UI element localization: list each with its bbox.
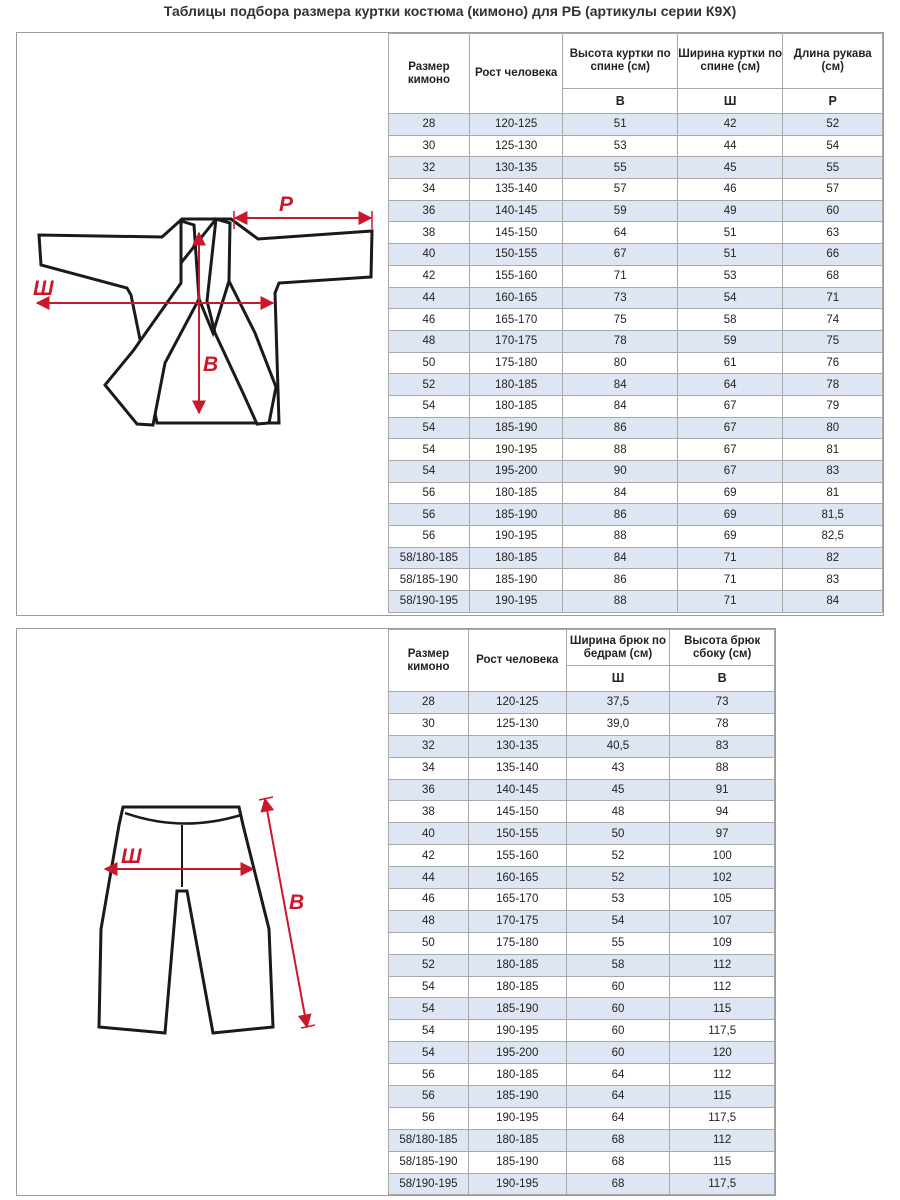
table-cell: 54: [389, 461, 470, 483]
table-row: [389, 998, 775, 1020]
table-cell: 190-195: [469, 526, 563, 548]
table-cell: 58/190-195: [389, 591, 470, 613]
table-cell: 190-195: [469, 439, 563, 461]
table-cell: 71: [677, 547, 783, 569]
table-cell: 160-165: [469, 287, 563, 309]
table-cell: 58: [677, 309, 783, 331]
jacket-size-table: [388, 33, 883, 613]
table-cell: 117,5: [670, 1107, 775, 1129]
table-row: [389, 1020, 775, 1042]
table-cell: 86: [563, 417, 677, 439]
table-cell: 56: [389, 526, 470, 548]
pants-size-table: [388, 629, 775, 1195]
table-cell: 42: [677, 114, 783, 136]
table-cell: 58/185-190: [389, 1151, 469, 1173]
table-cell: 60: [566, 1020, 670, 1042]
table-cell: 67: [677, 439, 783, 461]
table-cell: 52: [389, 374, 470, 396]
table-cell: 130-135: [468, 735, 566, 757]
table-row: [389, 114, 883, 136]
table-cell: 120-125: [469, 114, 563, 136]
table-cell: 48: [566, 801, 670, 823]
table-cell: 185-190: [469, 417, 563, 439]
table-row: [389, 287, 883, 309]
table-cell: 69: [677, 526, 783, 548]
table-cell: 81,5: [783, 504, 883, 526]
table-cell: 57: [783, 179, 883, 201]
table-row: [389, 1086, 775, 1108]
table-row: [389, 845, 775, 867]
table-cell: 59: [563, 200, 677, 222]
table-row: [389, 591, 883, 613]
table-row: [389, 692, 775, 714]
table-cell: 84: [563, 374, 677, 396]
table-cell: 39,0: [566, 713, 670, 735]
table-cell: 145-150: [468, 801, 566, 823]
table-row: [389, 374, 883, 396]
table-cell: 88: [670, 757, 775, 779]
table-cell: 51: [677, 222, 783, 244]
table-row: [389, 910, 775, 932]
table-cell: 107: [670, 910, 775, 932]
table-cell: 81: [783, 482, 883, 504]
table-cell: 125-130: [469, 135, 563, 157]
table-row: [389, 352, 883, 374]
table-cell: 55: [783, 157, 883, 179]
table-cell: 55: [563, 157, 677, 179]
table-cell: 86: [563, 569, 677, 591]
table-row: [389, 757, 775, 779]
table-cell: 180-185: [468, 954, 566, 976]
table-cell: 175-180: [469, 352, 563, 374]
table-cell: 42: [389, 265, 470, 287]
table-row: [389, 1042, 775, 1064]
jacket-sleeve-label: Р: [279, 193, 294, 216]
letter-back-width: Ш: [677, 89, 783, 114]
table-cell: 185-190: [469, 504, 563, 526]
table-cell: 165-170: [469, 309, 563, 331]
table-cell: 180-185: [468, 1064, 566, 1086]
pants-section: [16, 628, 776, 1196]
table-cell: 36: [389, 200, 470, 222]
table-cell: 82: [783, 547, 883, 569]
table-cell: 68: [783, 265, 883, 287]
table-cell: 84: [783, 591, 883, 613]
table-cell: 64: [566, 1107, 670, 1129]
table-row: [389, 823, 775, 845]
table-cell: 64: [566, 1086, 670, 1108]
table-cell: 64: [563, 222, 677, 244]
table-cell: 67: [677, 461, 783, 483]
table-row: [389, 461, 883, 483]
table-cell: 44: [389, 287, 470, 309]
table-cell: 180-185: [468, 976, 566, 998]
table-cell: 115: [670, 1151, 775, 1173]
pants-height-label: В: [289, 891, 305, 914]
table-row: [389, 1173, 775, 1195]
table-cell: 52: [566, 867, 670, 889]
table-cell: 112: [670, 1064, 775, 1086]
table-cell: 53: [563, 135, 677, 157]
table-cell: 112: [670, 954, 775, 976]
table-cell: 175-180: [468, 932, 566, 954]
table-cell: 50: [389, 932, 469, 954]
table-cell: 67: [677, 417, 783, 439]
header-side-height: Высота брюк сбоку (см): [670, 630, 775, 666]
table-cell: 79: [783, 395, 883, 417]
table-row: [389, 135, 883, 157]
table-row: [389, 1064, 775, 1086]
table-row: [389, 244, 883, 266]
table-row: [389, 1151, 775, 1173]
table-cell: 170-175: [469, 330, 563, 352]
jacket-section: [16, 32, 884, 616]
table-cell: 195-200: [469, 461, 563, 483]
table-row: [389, 417, 883, 439]
table-cell: 180-185: [468, 1129, 566, 1151]
page-title: Таблицы подбора размера куртки костюма (кимоно) для РБ (артикулы серии К9Х): [163, 3, 737, 19]
table-cell: 190-195: [468, 1020, 566, 1042]
table-cell: 54: [389, 439, 470, 461]
table-cell: 58/180-185: [389, 1129, 469, 1151]
table-cell: 32: [389, 157, 470, 179]
table-cell: 32: [389, 735, 469, 757]
table-cell: 117,5: [670, 1173, 775, 1195]
table-cell: 63: [783, 222, 883, 244]
table-cell: 58/180-185: [389, 547, 470, 569]
table-cell: 74: [783, 309, 883, 331]
header-height: Рост человека: [469, 34, 563, 114]
letter-sleeve: Р: [783, 89, 883, 114]
table-cell: 130-135: [469, 157, 563, 179]
table-cell: 145-150: [469, 222, 563, 244]
table-cell: 53: [566, 889, 670, 911]
table-cell: 38: [389, 801, 469, 823]
table-cell: 80: [783, 417, 883, 439]
table-row: [389, 867, 775, 889]
table-cell: 117,5: [670, 1020, 775, 1042]
table-row: [389, 889, 775, 911]
table-row: [389, 222, 883, 244]
table-cell: 53: [677, 265, 783, 287]
table-cell: 48: [389, 910, 469, 932]
table-row: [389, 439, 883, 461]
table-cell: 88: [563, 526, 677, 548]
table-cell: 190-195: [468, 1107, 566, 1129]
table-row: [389, 954, 775, 976]
table-row: [389, 569, 883, 591]
table-row: [389, 482, 883, 504]
table-cell: 66: [783, 244, 883, 266]
table-cell: 180-185: [469, 374, 563, 396]
table-cell: 94: [670, 801, 775, 823]
table-cell: 60: [566, 998, 670, 1020]
table-cell: 50: [389, 352, 470, 374]
table-cell: 34: [389, 179, 470, 201]
letter-hip-width: Ш: [566, 666, 670, 692]
table-cell: 112: [670, 976, 775, 998]
jacket-sleeve-arrow: [234, 211, 372, 229]
table-cell: 64: [566, 1064, 670, 1086]
table-cell: 57: [563, 179, 677, 201]
table-cell: 97: [670, 823, 775, 845]
table-cell: 43: [566, 757, 670, 779]
table-row: [389, 801, 775, 823]
table-cell: 102: [670, 867, 775, 889]
table-cell: 30: [389, 713, 469, 735]
table-cell: 195-200: [468, 1042, 566, 1064]
table-cell: 190-195: [469, 591, 563, 613]
table-cell: 135-140: [468, 757, 566, 779]
table-cell: 185-190: [468, 1151, 566, 1173]
table-cell: 58/185-190: [389, 569, 470, 591]
jacket-table-body: [389, 114, 883, 613]
table-cell: 76: [783, 352, 883, 374]
table-row: [389, 330, 883, 352]
table-cell: 56: [389, 1107, 469, 1129]
table-cell: 46: [389, 889, 469, 911]
table-cell: 45: [677, 157, 783, 179]
table-cell: 56: [389, 1064, 469, 1086]
table-row: [389, 779, 775, 801]
jacket-height-label: В: [203, 353, 219, 376]
table-cell: 180-185: [469, 395, 563, 417]
table-cell: 52: [783, 114, 883, 136]
table-cell: 51: [563, 114, 677, 136]
table-cell: 67: [563, 244, 677, 266]
table-cell: 68: [566, 1151, 670, 1173]
table-cell: 58: [566, 954, 670, 976]
table-row: [389, 179, 883, 201]
header-size: Размер кимоно: [389, 630, 469, 692]
table-cell: 180-185: [469, 547, 563, 569]
header-hip-width: Ширина брюк по бедрам (см): [566, 630, 670, 666]
table-cell: 83: [783, 461, 883, 483]
table-cell: 100: [670, 845, 775, 867]
table-cell: 165-170: [468, 889, 566, 911]
table-row: [389, 504, 883, 526]
table-cell: 170-175: [468, 910, 566, 932]
table-cell: 81: [783, 439, 883, 461]
table-cell: 135-140: [469, 179, 563, 201]
table-cell: 115: [670, 1086, 775, 1108]
table-cell: 90: [563, 461, 677, 483]
table-cell: 150-155: [468, 823, 566, 845]
table-cell: 78: [670, 713, 775, 735]
letter-side-height: В: [670, 666, 775, 692]
header-sleeve: Длина рукава (см): [783, 34, 883, 89]
table-cell: 83: [783, 569, 883, 591]
table-row: [389, 200, 883, 222]
header-size: Размер кимоно: [389, 34, 470, 114]
table-cell: 61: [677, 352, 783, 374]
table-cell: 80: [563, 352, 677, 374]
table-row: [389, 735, 775, 757]
table-cell: 46: [389, 309, 470, 331]
table-cell: 82,5: [783, 526, 883, 548]
table-cell: 88: [563, 591, 677, 613]
table-cell: 40: [389, 823, 469, 845]
table-cell: 190-195: [468, 1173, 566, 1195]
table-cell: 91: [670, 779, 775, 801]
table-cell: 54: [389, 1020, 469, 1042]
header-back-width: Ширина куртки по спине (см): [677, 34, 783, 89]
table-row: [389, 265, 883, 287]
pants-diagram: [17, 629, 388, 1195]
table-row: [389, 395, 883, 417]
table-cell: 46: [677, 179, 783, 201]
table-cell: 75: [563, 309, 677, 331]
table-cell: 56: [389, 504, 470, 526]
table-cell: 120: [670, 1042, 775, 1064]
table-cell: 51: [677, 244, 783, 266]
table-cell: 71: [563, 265, 677, 287]
table-cell: 84: [563, 482, 677, 504]
table-cell: 83: [670, 735, 775, 757]
table-row: [389, 526, 883, 548]
table-row: [389, 1107, 775, 1129]
table-cell: 84: [563, 547, 677, 569]
table-cell: 105: [670, 889, 775, 911]
table-cell: 60: [566, 1042, 670, 1064]
table-cell: 71: [677, 591, 783, 613]
table-cell: 54: [389, 976, 469, 998]
table-cell: 155-160: [468, 845, 566, 867]
table-cell: 40: [389, 244, 470, 266]
table-cell: 125-130: [468, 713, 566, 735]
table-cell: 37,5: [566, 692, 670, 714]
table-cell: 44: [677, 135, 783, 157]
table-cell: 45: [566, 779, 670, 801]
pants-width-label: Ш: [121, 845, 142, 868]
table-cell: 160-165: [468, 867, 566, 889]
table-cell: 54: [389, 417, 470, 439]
table-row: [389, 976, 775, 998]
table-cell: 140-145: [469, 200, 563, 222]
table-cell: 54: [677, 287, 783, 309]
table-cell: 54: [389, 395, 470, 417]
table-cell: 109: [670, 932, 775, 954]
table-row: [389, 1129, 775, 1151]
table-cell: 155-160: [469, 265, 563, 287]
table-cell: 180-185: [469, 482, 563, 504]
table-cell: 73: [563, 287, 677, 309]
table-cell: 185-190: [469, 569, 563, 591]
table-cell: 120-125: [468, 692, 566, 714]
table-cell: 115: [670, 998, 775, 1020]
table-cell: 185-190: [468, 1086, 566, 1108]
table-cell: 48: [389, 330, 470, 352]
table-cell: 140-145: [468, 779, 566, 801]
table-cell: 28: [389, 692, 469, 714]
table-cell: 67: [677, 395, 783, 417]
table-cell: 75: [783, 330, 883, 352]
table-cell: 69: [677, 482, 783, 504]
letter-back-height: В: [563, 89, 677, 114]
table-cell: 112: [670, 1129, 775, 1151]
header-back-height: Высота куртки по спине (см): [563, 34, 677, 89]
table-cell: 40,5: [566, 735, 670, 757]
table-cell: 34: [389, 757, 469, 779]
table-cell: 52: [389, 954, 469, 976]
table-cell: 78: [783, 374, 883, 396]
table-cell: 56: [389, 482, 470, 504]
table-cell: 69: [677, 504, 783, 526]
table-cell: 78: [563, 330, 677, 352]
header-height: Рост человека: [468, 630, 566, 692]
table-cell: 38: [389, 222, 470, 244]
table-cell: 42: [389, 845, 469, 867]
table-cell: 56: [389, 1086, 469, 1108]
table-cell: 84: [563, 395, 677, 417]
jacket-diagram: [17, 33, 388, 615]
table-cell: 68: [566, 1129, 670, 1151]
jacket-outline: [39, 219, 372, 425]
table-cell: 54: [389, 998, 469, 1020]
table-cell: 71: [677, 569, 783, 591]
table-cell: 58/190-195: [389, 1173, 469, 1195]
table-cell: 54: [566, 910, 670, 932]
table-cell: 55: [566, 932, 670, 954]
table-row: [389, 547, 883, 569]
pants-outline: [99, 807, 273, 1033]
table-cell: 50: [566, 823, 670, 845]
table-cell: 30: [389, 135, 470, 157]
table-cell: 88: [563, 439, 677, 461]
table-row: [389, 932, 775, 954]
table-cell: 44: [389, 867, 469, 889]
table-cell: 49: [677, 200, 783, 222]
pants-table-body: [389, 692, 775, 1195]
table-cell: 73: [670, 692, 775, 714]
table-cell: 86: [563, 504, 677, 526]
jacket-width-label: Ш: [33, 277, 54, 300]
table-cell: 150-155: [469, 244, 563, 266]
table-row: [389, 713, 775, 735]
table-cell: 60: [566, 976, 670, 998]
table-cell: 54: [783, 135, 883, 157]
table-cell: 36: [389, 779, 469, 801]
table-row: [389, 309, 883, 331]
table-cell: 60: [783, 200, 883, 222]
table-cell: 59: [677, 330, 783, 352]
table-cell: 52: [566, 845, 670, 867]
table-cell: 71: [783, 287, 883, 309]
table-cell: 185-190: [468, 998, 566, 1020]
table-cell: 64: [677, 374, 783, 396]
table-cell: 68: [566, 1173, 670, 1195]
table-row: [389, 157, 883, 179]
table-cell: 28: [389, 114, 470, 136]
table-cell: 54: [389, 1042, 469, 1064]
